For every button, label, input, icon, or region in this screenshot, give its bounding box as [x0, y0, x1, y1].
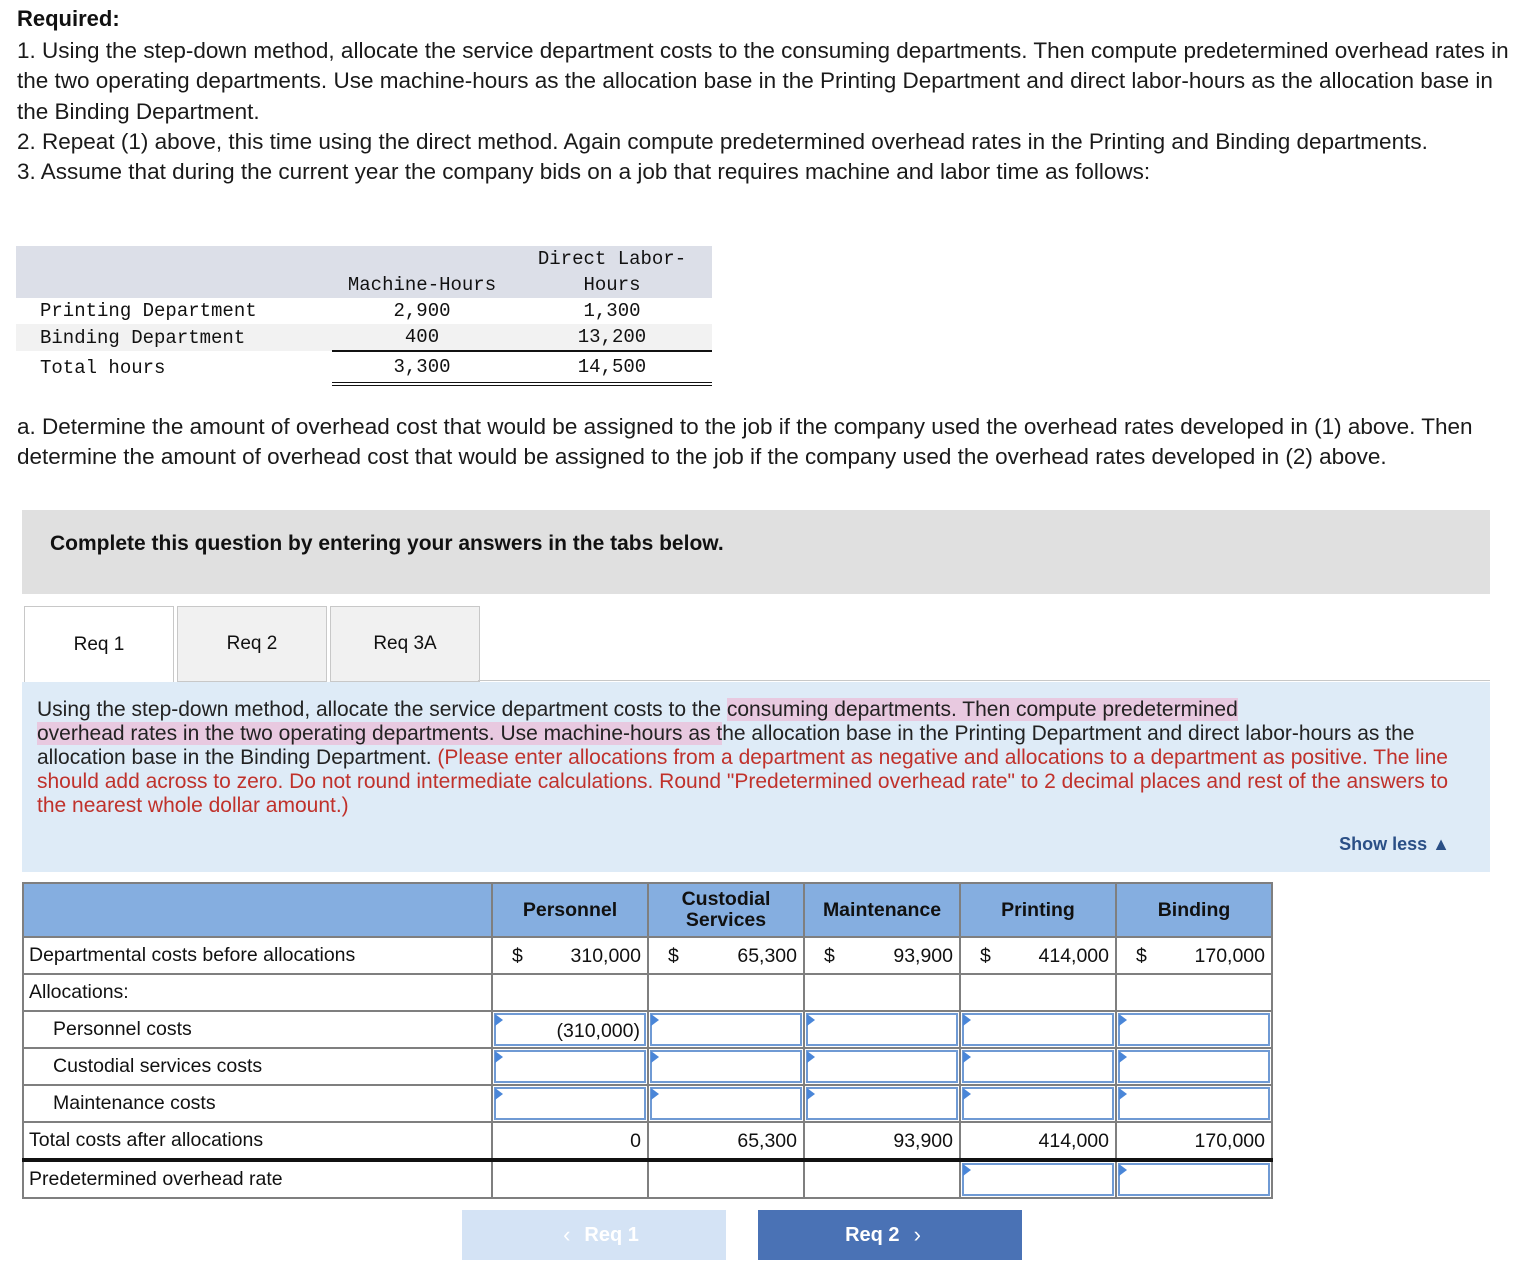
- prev-req-button[interactable]: ‹ Req 1: [462, 1210, 726, 1260]
- input-personnel-printing[interactable]: [962, 1013, 1114, 1046]
- allocation-table: [22, 882, 1273, 1199]
- input-personnel-binding[interactable]: [1118, 1013, 1270, 1046]
- table-row: Total hours 3,300 14,500: [16, 351, 712, 384]
- chevron-right-icon: ›: [913, 1222, 921, 1247]
- input-custodial-maintenance[interactable]: [806, 1050, 958, 1083]
- col-header-labor-1: Direct Labor-: [512, 246, 712, 272]
- row-before-allocations: Departmental costs before allocations $ 310,000 $ 65,300 $ 93,900 $ 414,000 $ 170,000: [23, 937, 1272, 974]
- col-custodial: Custodial Services: [648, 883, 804, 937]
- input-personnel-personnel[interactable]: (310,000): [494, 1013, 646, 1046]
- input-custodial-binding[interactable]: [1118, 1050, 1270, 1083]
- input-custodial-printing[interactable]: [962, 1050, 1114, 1083]
- input-personnel-maintenance[interactable]: [806, 1013, 958, 1046]
- input-maintenance-custodial[interactable]: [650, 1087, 802, 1120]
- row-custodial-costs: Custodial services costs: [23, 1048, 1272, 1085]
- input-maintenance-maintenance[interactable]: [806, 1087, 958, 1120]
- col-printing: Printing: [960, 883, 1116, 937]
- input-rate-binding[interactable]: [1118, 1163, 1270, 1196]
- instruction-text: Using the step-down method, allocate the service department costs to the consuming departments. Then compute predetermined overhead rates in the two operating departments. Use machine-hours as the allocation base in the Printing Department and direct labor-hours as the allocation base in the Binding Department. (Please enter allocations from a department as negative and allocations to a department as positive. The line should add across to zero. Do not round intermediate calculations. Round "Predetermined overhead rate" to 2 decimal places and rest of the answers to the nearest whole dollar amount.): [37, 698, 1449, 817]
- triangle-up-icon: ▲: [1432, 834, 1450, 854]
- requirement-3: 3. Assume that during the current year the company bids on a job that requires machine and labor time as follows:: [17, 159, 1151, 185]
- tab-req-3a[interactable]: Req 3A: [330, 606, 480, 682]
- next-req-button[interactable]: Req 2 ›: [758, 1210, 1022, 1260]
- tab-req-1[interactable]: Req 1: [24, 606, 174, 684]
- part-a-text: a. Determine the amount of overhead cost that would be assigned to the job if the company used the overhead rates developed in (1) above. Then determine the amount of overhead cost that would be assigned to the job if the company used the overhead rates developed in (2) above.: [17, 414, 1473, 470]
- table-row: Binding Department 400 13,200: [16, 324, 712, 351]
- input-custodial-personnel[interactable]: [494, 1050, 646, 1083]
- instruction-note: (Please enter allocations from a department as negative and allocations to a department as positive. The line should add across to zero. Do not round intermediate calculations. Round "Predetermined overhead rate" to 2 decimal places and rest of the answers to the nearest whole dollar amount.): [37, 746, 1449, 817]
- col-header-machine: Machine-Hours: [332, 272, 512, 298]
- input-personnel-custodial[interactable]: [650, 1013, 802, 1046]
- input-maintenance-printing[interactable]: [962, 1087, 1114, 1120]
- col-header-labor-2: Hours: [512, 272, 712, 298]
- input-rate-printing[interactable]: [962, 1163, 1114, 1196]
- input-maintenance-binding[interactable]: [1118, 1087, 1270, 1120]
- col-personnel: Personnel: [492, 883, 648, 937]
- show-less-link[interactable]: Show less ▲: [1339, 834, 1450, 854]
- chevron-left-icon: ‹: [563, 1222, 571, 1247]
- row-maintenance-costs: Maintenance costs: [23, 1085, 1272, 1122]
- requirement-1: 1. Using the step-down method, allocate the service department costs to the consuming departments. Then compute predetermined overhead rates in the two operating departments. Use machine-hours as the allocation base in the Printing Department and direct labor-hours as the allocation base in the Binding Department.: [17, 38, 1509, 124]
- instruction-panel: [22, 682, 1490, 872]
- col-binding: Binding: [1116, 883, 1272, 937]
- complete-banner: Complete this question by entering your answers in the tabs below.: [22, 510, 1490, 594]
- requirements-list: [17, 36, 1517, 187]
- row-allocations: Allocations:: [23, 974, 1272, 1011]
- table-row: Printing Department 2,900 1,300: [40, 300, 641, 322]
- tab-req-2[interactable]: Req 2: [177, 606, 327, 682]
- input-maintenance-personnel[interactable]: [494, 1087, 646, 1120]
- requirement-2: 2. Repeat (1) above, this time using the direct method. Again compute predetermined overhead rates in the Printing and Binding departments.: [17, 128, 1428, 154]
- required-heading: Required:: [17, 6, 120, 31]
- hours-table: [16, 246, 712, 386]
- row-personnel-costs: Personnel costs (310,000): [23, 1011, 1272, 1048]
- row-overhead-rate: Predetermined overhead rate: [23, 1160, 1272, 1198]
- col-maintenance: Maintenance: [804, 883, 960, 937]
- input-custodial-custodial[interactable]: [650, 1050, 802, 1083]
- row-total-costs: Total costs after allocations 0 65,300 93,900 414,000 170,000: [23, 1122, 1272, 1160]
